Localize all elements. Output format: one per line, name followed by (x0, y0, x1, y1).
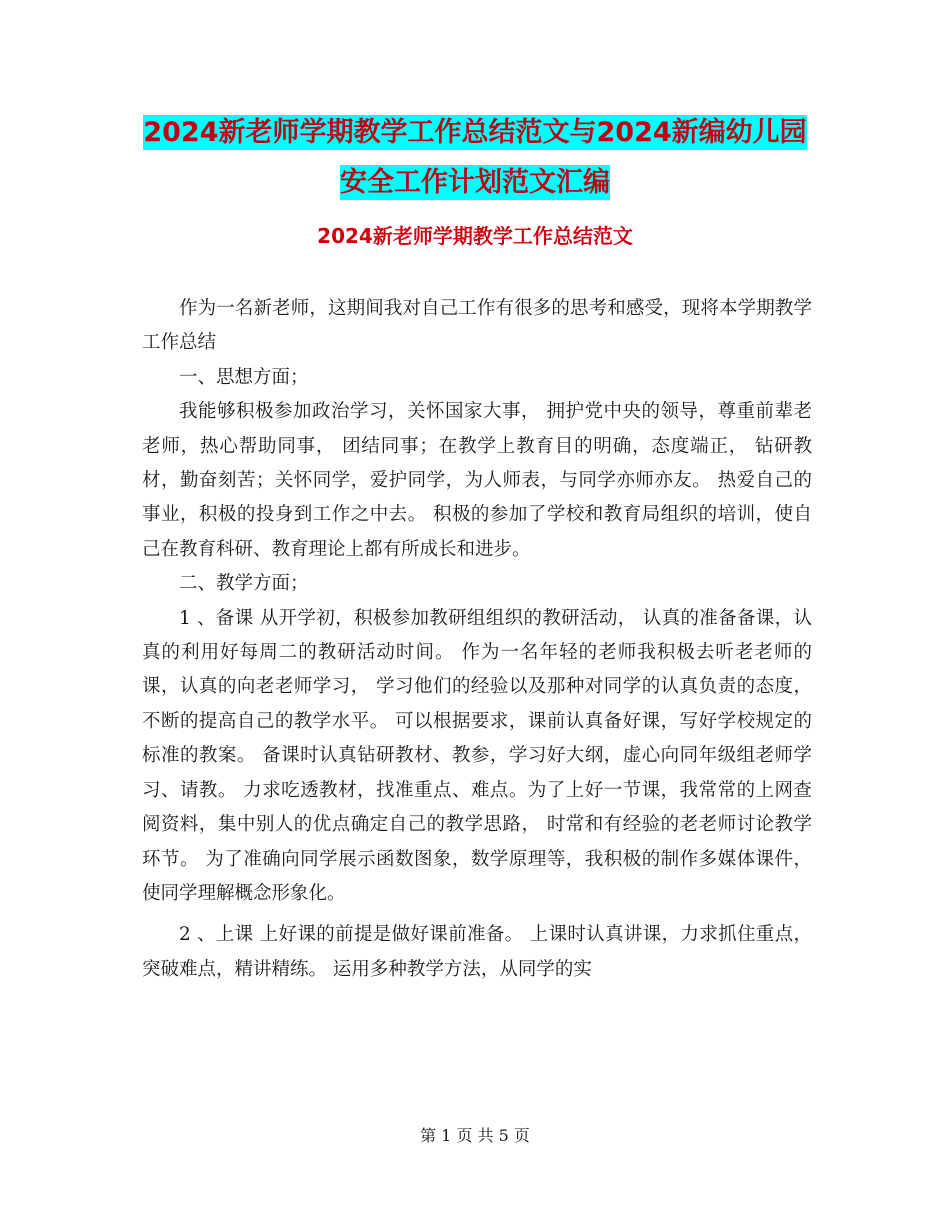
title-line-1: 2024新老师学期教学工作总结范文与2024新编幼儿园 (143, 117, 807, 148)
section-title: 2024新老师学期教学工作总结范文 (317, 224, 633, 248)
body-text (142, 292, 812, 987)
document-title (0, 108, 950, 208)
paragraph-heading-thought: 一、思想方面； (179, 366, 309, 388)
paragraph-lecture: 2 、上课 上好课的前提是做好课前准备。 上课时认真讲课，力求抓住重点，突破难点，精讲精练。 运用多种教学方法，从同学的实 (142, 924, 812, 980)
paragraph-heading-teaching: 二、教学方面； (179, 573, 309, 595)
paragraph-thought: 我能够积极参加政治学习，关怀国家大事， 拥护党中央的领导，尊重前辈老老师，热心帮助同事， 团结同事；在教学上教育目的明确，态度端正， 钻研教材，勤奋刻苦；关怀同学，爱护同学，为人师表，与同学亦师亦友。 热爱自己的事业，积极的投身到工作之中去。 积极的参加了学校和教育局组织的培训，使自己在教育科研、教育理论上都有所成长和进步。 (142, 401, 812, 560)
page-footer: 第 1 页 共 5 页 (420, 1126, 530, 1145)
title-line-2: 安全工作计划范文汇编 (340, 167, 610, 198)
paragraph-intro: 作为一名新老师，这期间我对自己工作有很多的思考和感受，现将本学期教学工作总结 (142, 298, 812, 354)
paragraph-lesson-prep: 1 、备课 从开学初，积极参加教研组组织的教研活动， 认真的准备备课，认真的利用好每周二的教研活动时间。 作为一名年轻的老师我积极去听老老师的课，认真的向老老师学习， 学习他们的经验以及那种对同学的认真负责的态度， 不断的提高自己的教学水平。 可以根据要求，课前认真备好课，写好学校规定的标准的教案。 备课时认真钻研教材、教参，学习好大纲，虚心向同年级组老师学习、请教。 力求吃透教材，找准重点、难点。为了上好一节课，我常常的上网查阅资料，集中别人的优点确定自己的教学思路， 时常和有经验的老老师讨论教学环节。 为了准确向同学展示函数图象，数学原理等，我积极的制作多媒体课件， 使同学理解概念形象化。 (142, 607, 812, 904)
